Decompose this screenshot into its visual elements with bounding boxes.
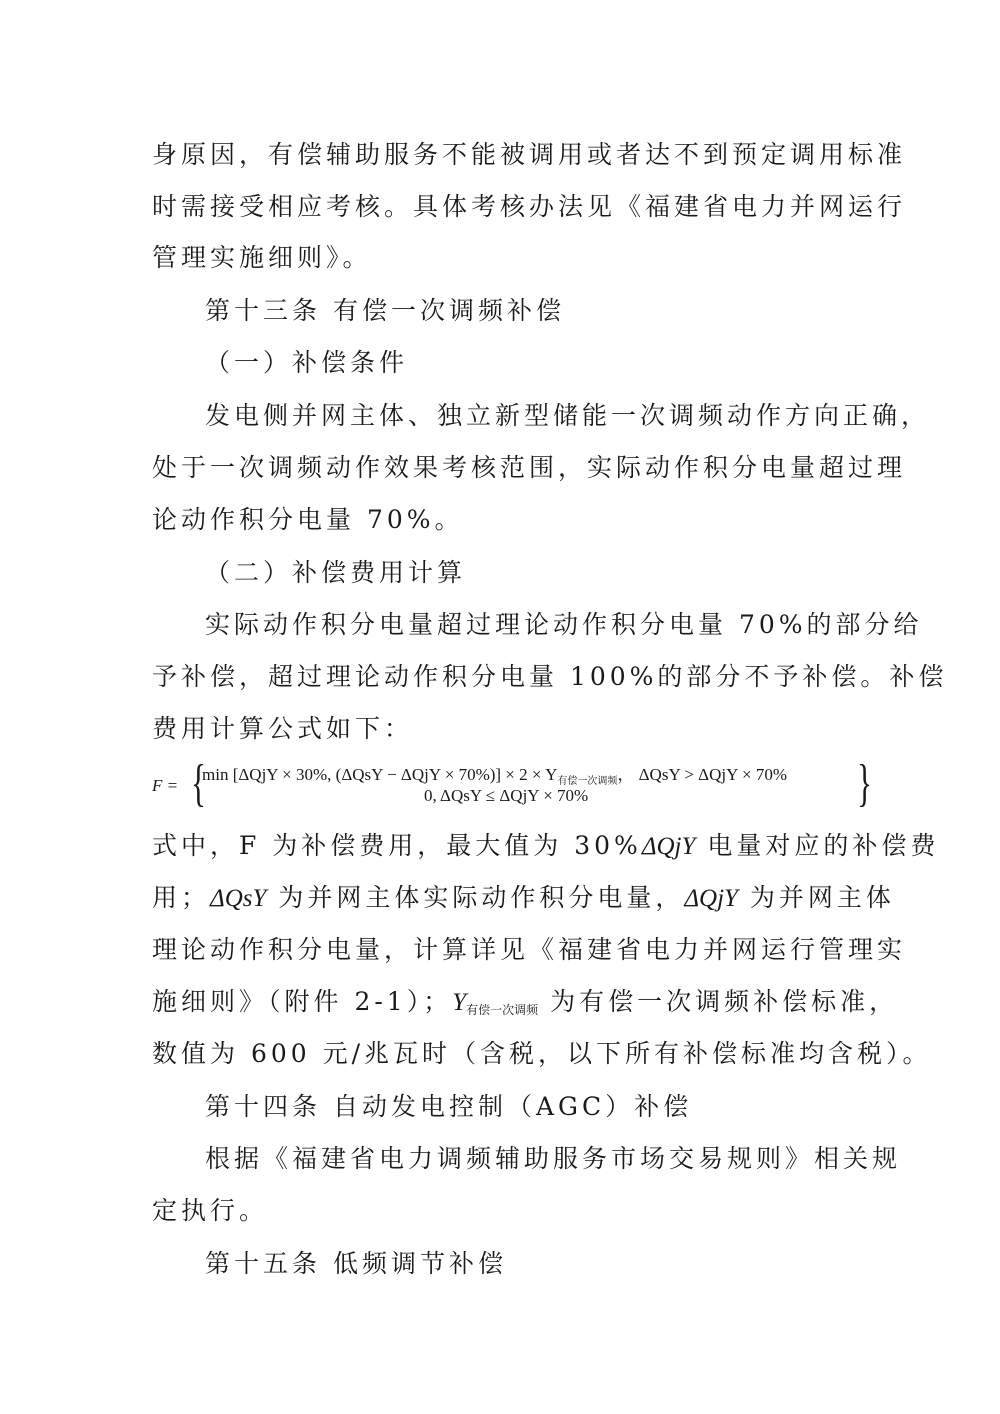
paragraph-line: 处于一次调频动作效果考核范围，实际动作积分电量超过理 [152,453,907,482]
paragraph-line: 管理实施细则》。 [152,243,372,272]
paragraph-line: 实际动作积分电量超过理论动作积分电量 70%的部分给 [205,610,923,639]
paragraph-line: 论动作积分电量 70%。 [152,505,464,534]
paragraph-line: 根据《福建省电力调频辅助服务市场交易规则》相关规 [205,1144,902,1173]
formula-right-brace: } [856,755,872,812]
paragraph-line: 予补偿，超过理论动作积分电量 100%的部分不予补偿。补偿 [152,662,948,691]
paragraph-line: 数值为 600 元/兆瓦时（含税，以下所有补偿标准均含税）。 [152,1039,932,1068]
paragraph-line: 理论动作积分电量，计算详见《福建省电力并网运行管理实 [152,935,907,964]
article-15-heading: 第十五条 低频调节补偿 [205,1249,507,1278]
paragraph-line: 用；ΔQsY 为并网主体实际动作积分电量，ΔQjY 为并网主体 [152,883,895,912]
article-14-heading: 第十四条 自动发电控制（AGC）补偿 [205,1092,693,1121]
article-13-heading: 第十三条 有偿一次调频补偿 [205,296,565,325]
paragraph-line: 时需接受相应考核。具体考核办法见《福建省电力并网运行 [152,192,907,221]
section-heading: （二）补偿费用计算 [205,558,467,587]
formula-case-1: min [ΔQjY × 30%, $(\Delta QsY - \Delta QjY \times 70\%)] \times 2 \times Y_{有偿一次调频}$， ΔQsY > ΔQjY × 70% [202,765,788,787]
compensation-formula [152,755,872,818]
paragraph-line: 施细则》（附件 2-1）；$Y_{有偿一次调频}$ 为有偿一次调频补偿标准， [152,987,899,1017]
paragraph-line: 发电侧并网主体、独立新型储能一次调频动作方向正确， [205,401,931,430]
formula-lhs: F = [152,776,179,795]
paragraph-line: 身原因，有偿辅助服务不能被调用或者达不到预定调用标准 [152,140,907,169]
section-heading: （一）补偿条件 [205,348,409,377]
paragraph-line: 费用计算公式如下： [152,714,414,743]
formula-case-2: 0, ΔQsY ≤ ΔQjY × 70% [424,786,589,805]
paragraph-line: 式中，F 为补偿费用，最大值为 30%ΔQjY 电量对应的补偿费 [152,831,940,860]
formula-left-brace: { [190,755,206,812]
paragraph-line: 定执行。 [152,1196,269,1225]
